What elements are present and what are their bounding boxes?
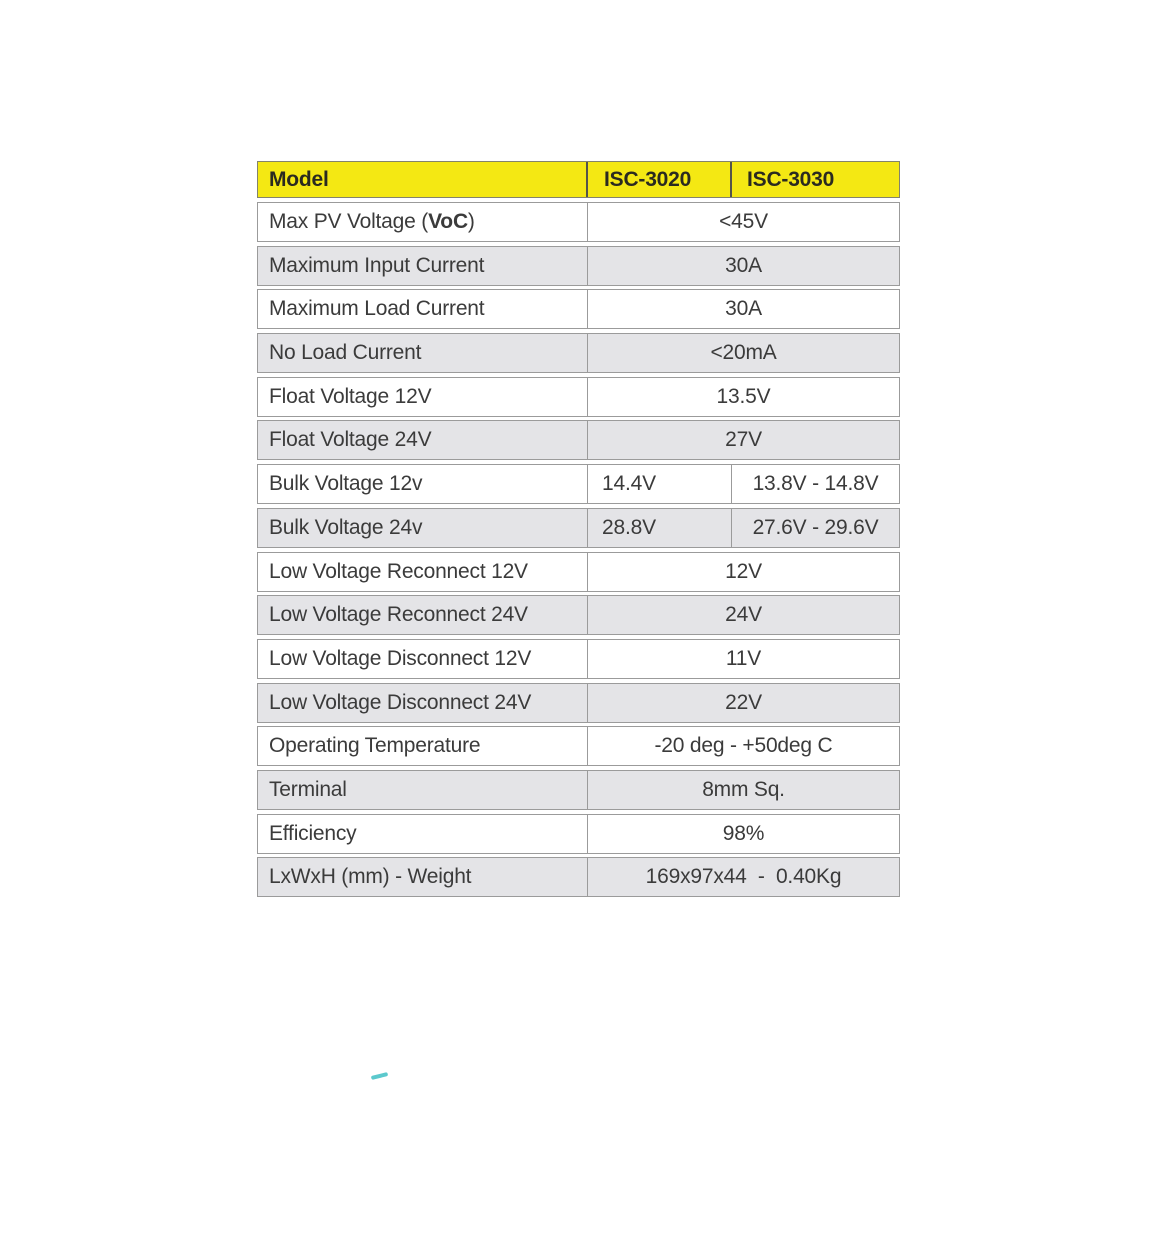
row-label: Low Voltage Reconnect 12V bbox=[258, 553, 588, 591]
table-row bbox=[257, 377, 900, 417]
row-value: -20 deg - +50deg C bbox=[654, 734, 833, 758]
table-row bbox=[257, 770, 900, 810]
table-row bbox=[257, 464, 900, 504]
row-value-isc-3030: 27.6V - 29.6V bbox=[752, 515, 879, 539]
row-label: Low Voltage Reconnect 24V bbox=[258, 596, 588, 634]
teal-artifact-mark bbox=[371, 1072, 388, 1080]
row-label: Float Voltage 12V bbox=[258, 378, 588, 416]
table-row bbox=[257, 683, 900, 723]
row-value: 22V bbox=[725, 690, 762, 714]
header-cell-isc-3020: ISC-3020 bbox=[588, 162, 732, 197]
row-label: Max PV Voltage ( VoC ) bbox=[258, 203, 588, 241]
header-cell-model: Model bbox=[258, 162, 588, 197]
table-row bbox=[257, 726, 900, 766]
row-value: 30A bbox=[725, 297, 762, 321]
table-header-row bbox=[257, 161, 900, 198]
row-value: 98% bbox=[722, 821, 765, 845]
row-label: Bulk Voltage 24v bbox=[258, 509, 588, 547]
row-value-isc-3030: 13.8V - 14.8V bbox=[752, 472, 879, 496]
row-value: 13.5V bbox=[716, 384, 771, 408]
row-value: 12V bbox=[725, 559, 762, 583]
row-value: 11V bbox=[725, 646, 762, 670]
row-label: LxWxH (mm) - Weight bbox=[258, 858, 588, 896]
row-value: 24V bbox=[725, 603, 762, 627]
row-label: Operating Temperature bbox=[258, 727, 588, 765]
spec-table-body bbox=[257, 202, 900, 897]
row-value-isc-3020: 14.4V bbox=[588, 465, 732, 503]
row-label: Low Voltage Disconnect 12V bbox=[258, 640, 588, 678]
row-value-isc-3020: 28.8V bbox=[588, 509, 732, 547]
row-value: 30A bbox=[725, 253, 762, 277]
table-row bbox=[257, 595, 900, 635]
row-value: 8mm Sq. bbox=[702, 777, 785, 801]
row-label: No Load Current bbox=[258, 334, 588, 372]
row-value: <20mA bbox=[710, 341, 777, 365]
table-row bbox=[257, 508, 900, 548]
row-label: Float Voltage 24V bbox=[258, 421, 588, 459]
table-row bbox=[257, 246, 900, 286]
row-label: Maximum Input Current bbox=[258, 247, 588, 285]
table-row bbox=[257, 289, 900, 329]
row-value: 169x97x44 - 0.40Kg bbox=[645, 865, 842, 889]
table-row bbox=[257, 857, 900, 897]
row-label: Low Voltage Disconnect 24V bbox=[258, 684, 588, 722]
row-label: Efficiency bbox=[258, 815, 588, 853]
spec-table bbox=[257, 161, 900, 897]
table-row bbox=[257, 639, 900, 679]
row-label: Terminal bbox=[258, 771, 588, 809]
table-row bbox=[257, 333, 900, 373]
table-row bbox=[257, 420, 900, 460]
header-cell-isc-3030: ISC-3030 bbox=[747, 167, 835, 191]
row-label: Bulk Voltage 12v bbox=[258, 465, 588, 503]
row-label: Maximum Load Current bbox=[258, 290, 588, 328]
table-row bbox=[257, 202, 900, 242]
table-row bbox=[257, 552, 900, 592]
row-value: <45V bbox=[719, 210, 768, 233]
row-value: 27V bbox=[725, 428, 762, 452]
table-row bbox=[257, 814, 900, 854]
